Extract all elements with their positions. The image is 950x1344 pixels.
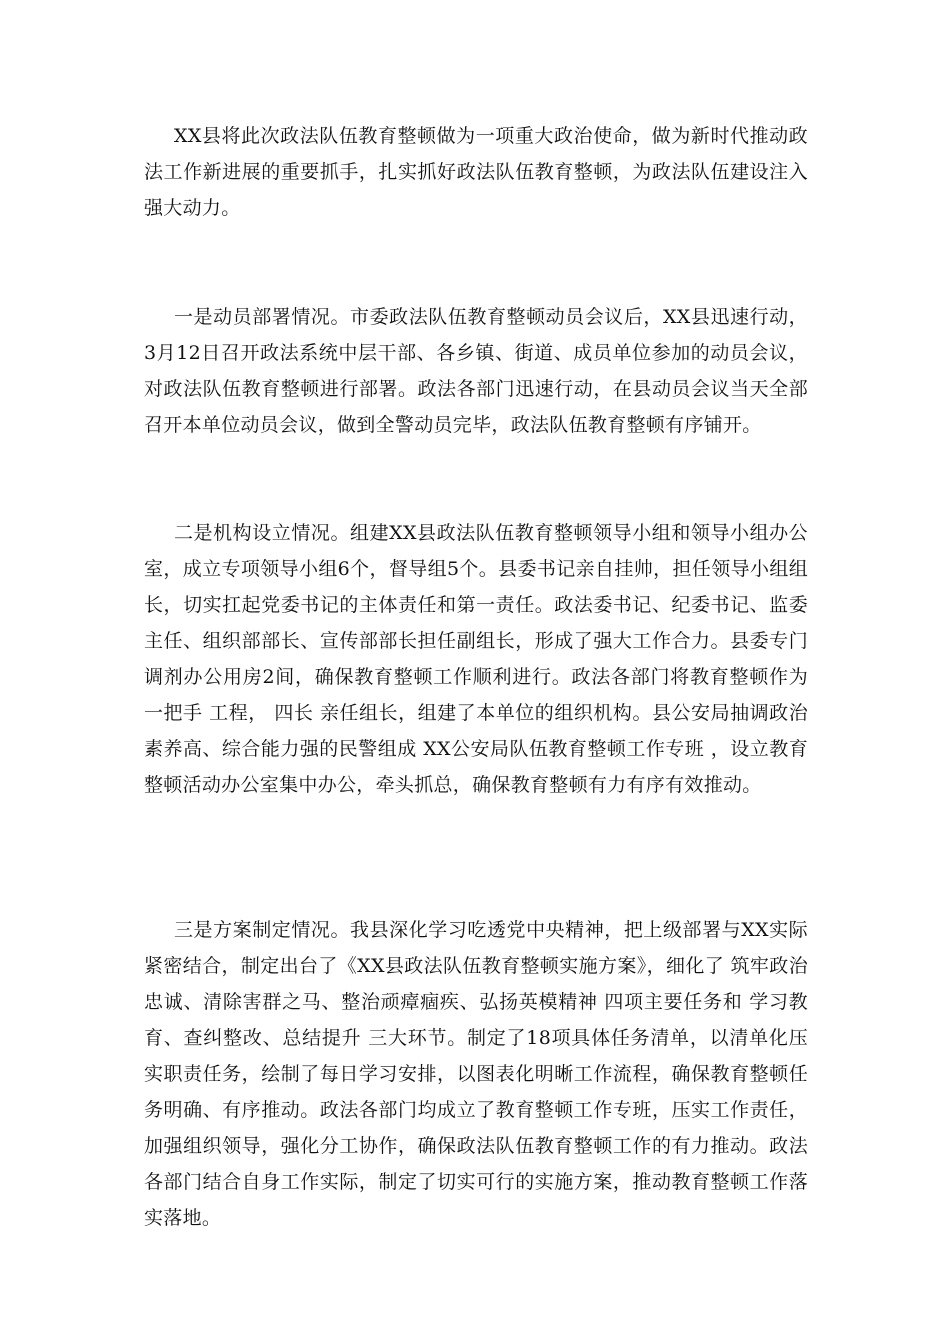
paragraph-intro: XX县将此次政法队伍教育整顿做为一项重大政治使命，做为新时代推动政法工作新进展的重要抓手，扎实抓好政法队伍教育整顿，为政法队伍建设注入强大动力。 [144,125,808,219]
paragraph-mobilization: 一是动员部署情况。市委政法队伍教育整顿动员会议后，XX县迅速行动，3月12日召开政法系统中层干部、各乡镇、街道、成员单位参加的动员会议，对政法队伍教育整顿进行部署。政法各部门迅速行动，在县动员会议当天全部召开本单位动员会议，做到全警动员完毕，政法队伍教育整顿有序铺开。 [144,306,808,436]
paragraph-organization: 二是机构设立情况。组建XX县政法队伍教育整顿领导小组和领导小组办公室，成立专项领导小组6个，督导组5个。县委书记亲自挂帅，担任领导小组组长，切实扛起党委书记的主体责任和第一责任。政法委书记、纪委书记、监委主任、组织部部长、宣传部部长担任副组长，形成了强大工作合力。县委专门调剂办公用房2间，确保教育整顿工作顺利进行。政法各部门将教育整顿作为 一把手 工程， 四长 亲任组长，组建了本单位的组织机构。县公安局抽调政治素养高、综合能力强的民警组成 XX公安局队伍教育整顿工作专班 ，设立教育整顿活动办公室集中办公，牵头抓总，确保教育整顿有力有序有效推动。 [144,522,808,796]
paragraph-plan: 三是方案制定情况。我县深化学习吃透党中央精神，把上级部署与XX实际紧密结合，制定出台了《XX县政法队伍教育整顿实施方案》，细化了 筑牢政治忠诚、清除害群之马、整治顽瘴痼疾、弘扬英模精神 四项主要任务和 学习教育、查纠整改、总结提升 三大环节。制定了18项具体任务清单，以清单化压实职责任务，绘制了每日学习安排，以图表化明晰工作流程，确保教育整顿任务明确、有序推动。政法各部门均成立了教育整顿工作专班，压实工作责任，加强组织领导，强化分工协作，确保政法队伍教育整顿工作的有力推动。政法各部门结合自身工作实际，制定了切实可行的实施方案，推动教育整顿工作落实落地。 [144,919,808,1229]
